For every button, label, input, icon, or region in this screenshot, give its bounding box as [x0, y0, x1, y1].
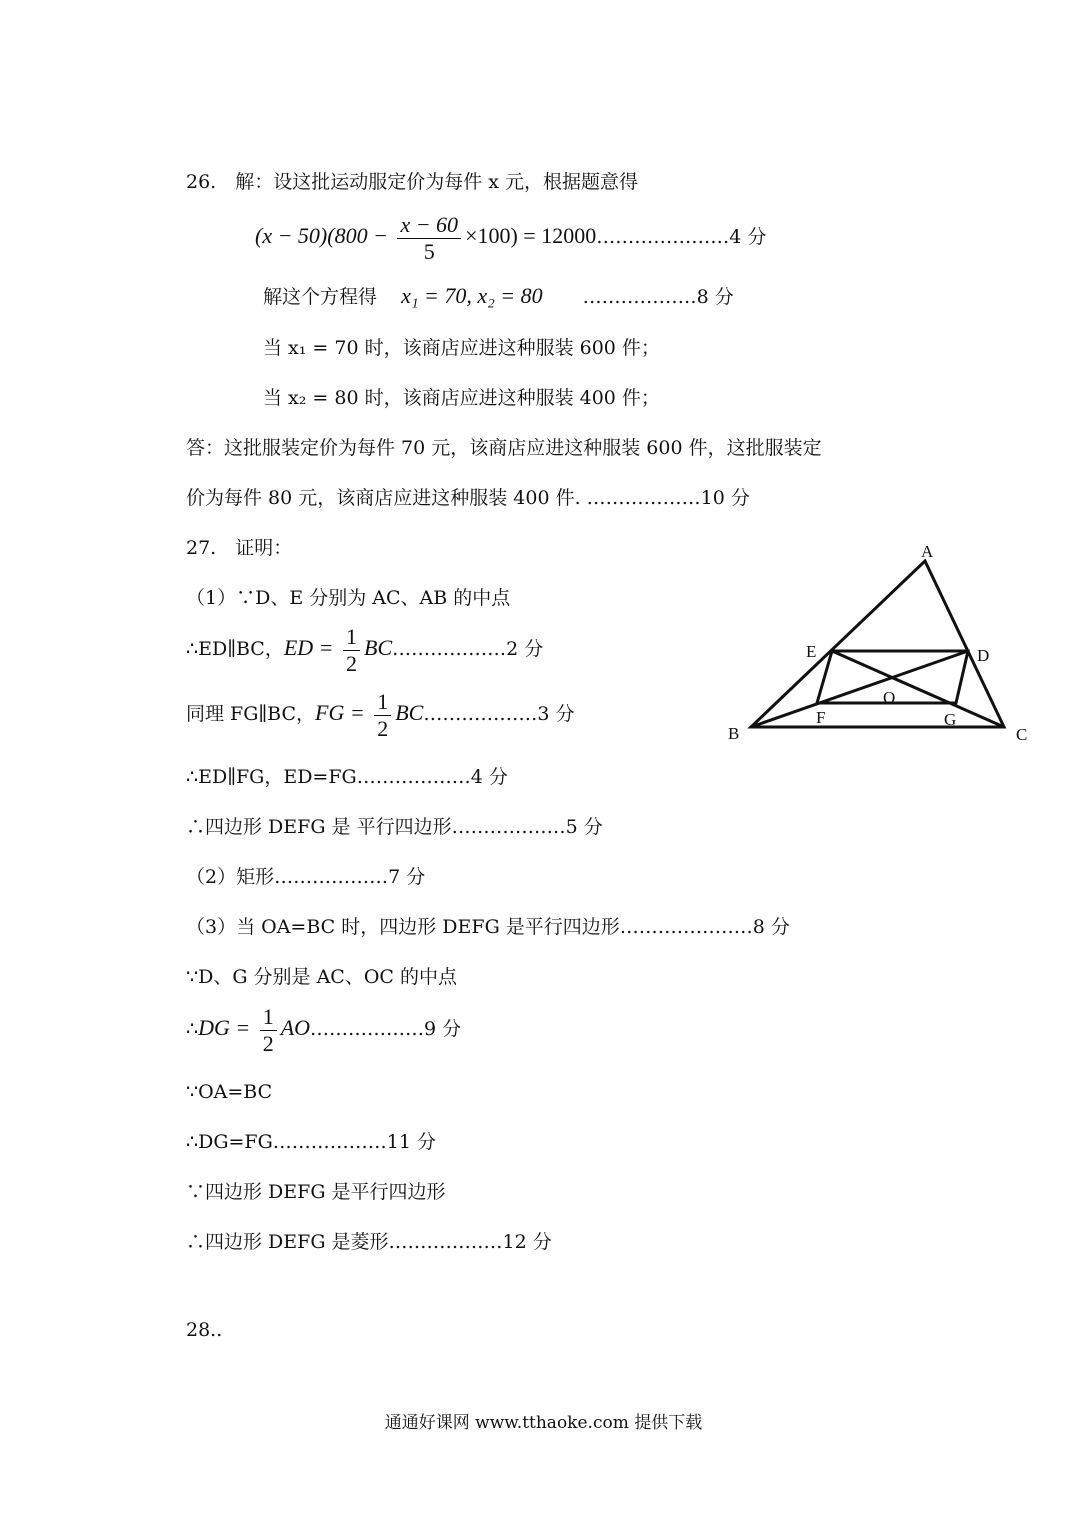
equation-score: …………………4 分 — [596, 226, 767, 248]
equation-lhs-b: ×100) = 12000 — [465, 223, 597, 248]
line3-math-a: FG = — [315, 700, 371, 725]
q27-line8: ∵D、G 分别是 AC、OC 的中点 — [186, 966, 457, 988]
q26-solve — [263, 284, 734, 309]
fraction-numerator: 1 — [260, 1004, 277, 1031]
line2-math-a: ED = — [283, 635, 339, 660]
label-o: O — [883, 688, 896, 707]
q26-title: 26. 解：设这批运动服定价为每件 x 元，根据题意得 — [186, 171, 639, 193]
fraction-numerator: x − 60 — [397, 212, 461, 239]
fraction-denominator: 2 — [262, 1030, 274, 1056]
q27-line7: （3）当 OA=BC 时，四边形 DEFG 是平行四边形…………………8 分 — [186, 916, 790, 938]
q28-title: 28.. — [186, 1319, 223, 1341]
line9-score: ………………9 分 — [310, 1018, 462, 1040]
line9-math-b: AO — [280, 1015, 311, 1040]
triangle-figure — [720, 535, 1040, 750]
label-a: A — [921, 542, 934, 561]
line9-math-a: DG = — [198, 1015, 256, 1040]
half-fraction — [374, 689, 391, 742]
label-b: B — [728, 724, 740, 743]
line9-prefix: ∴ — [186, 1018, 199, 1040]
q26-answer-line1: 答：这批服装定价为每件 70 元，该商店应进这种服装 600 件，这批服装定 — [186, 437, 822, 459]
equation-lhs-a: (x − 50)(800 − — [255, 223, 394, 248]
q27-title: 27. 证明： — [186, 537, 293, 559]
q27-line1: （1）∵D、E 分别为 AC、AB 的中点 — [186, 587, 511, 609]
label-e: E — [806, 642, 817, 661]
fraction-denominator: 2 — [346, 650, 357, 676]
line3-score: ………………3 分 — [423, 703, 575, 725]
line3-math-b: BC — [395, 700, 424, 725]
q27-line11: ∴DG=FG………………11 分 — [186, 1131, 436, 1153]
label-d: D — [977, 646, 990, 665]
q26-case1: 当 x₁ = 70 时，该商店应进这种服装 600 件； — [263, 337, 660, 359]
label-g: G — [944, 710, 957, 729]
equation-fraction — [397, 212, 461, 265]
solve-prefix: 解这个方程得 — [263, 286, 378, 308]
label-c: C — [1016, 725, 1028, 744]
line2-math-b: BC — [364, 635, 393, 660]
fraction-numerator: 1 — [343, 624, 360, 651]
line2-score: ………………2 分 — [392, 638, 544, 660]
solve-score: ………………8 分 — [582, 286, 734, 308]
q27-line10: ∵OA=BC — [186, 1081, 273, 1103]
q27-line2 — [186, 618, 543, 679]
q27-line12: ∵四边形 DEFG 是平行四边形 — [186, 1181, 446, 1203]
q27-line5: ∴四边形 DEFG 是 平行四边形………………5 分 — [186, 816, 603, 838]
line3-prefix: 同理 FG∥BC， — [186, 703, 316, 725]
q26-answer-line2: 价为每件 80 元，该商店应进这种服装 400 件. ………………10 分 — [186, 487, 750, 509]
fraction-numerator: 1 — [374, 689, 391, 716]
q27-line3 — [186, 683, 574, 744]
page-footer: 通通好课网 www.tthaoke.com 提供下载 — [384, 1413, 703, 1433]
line2-prefix: ∴ED∥BC， — [186, 638, 284, 660]
fraction-denominator: 5 — [423, 238, 435, 264]
label-f: F — [816, 708, 826, 727]
q26-case2: 当 x₂ = 80 时，该商店应进这种服装 400 件； — [263, 387, 660, 409]
fraction-denominator: 2 — [377, 715, 389, 741]
q27-line13: ∴四边形 DEFG 是菱形………………12 分 — [186, 1231, 552, 1253]
q27-line4: ∴ED∥FG，ED=FG………………4 分 — [186, 766, 508, 788]
solve-roots: x₁ = 70, x₂ = 80 — [401, 283, 543, 308]
half-fraction — [343, 624, 360, 677]
q27-line6: （2）矩形………………7 分 — [186, 866, 426, 888]
half-fraction — [260, 1004, 277, 1057]
q26-equation — [255, 206, 766, 267]
q27-line9 — [186, 998, 461, 1059]
